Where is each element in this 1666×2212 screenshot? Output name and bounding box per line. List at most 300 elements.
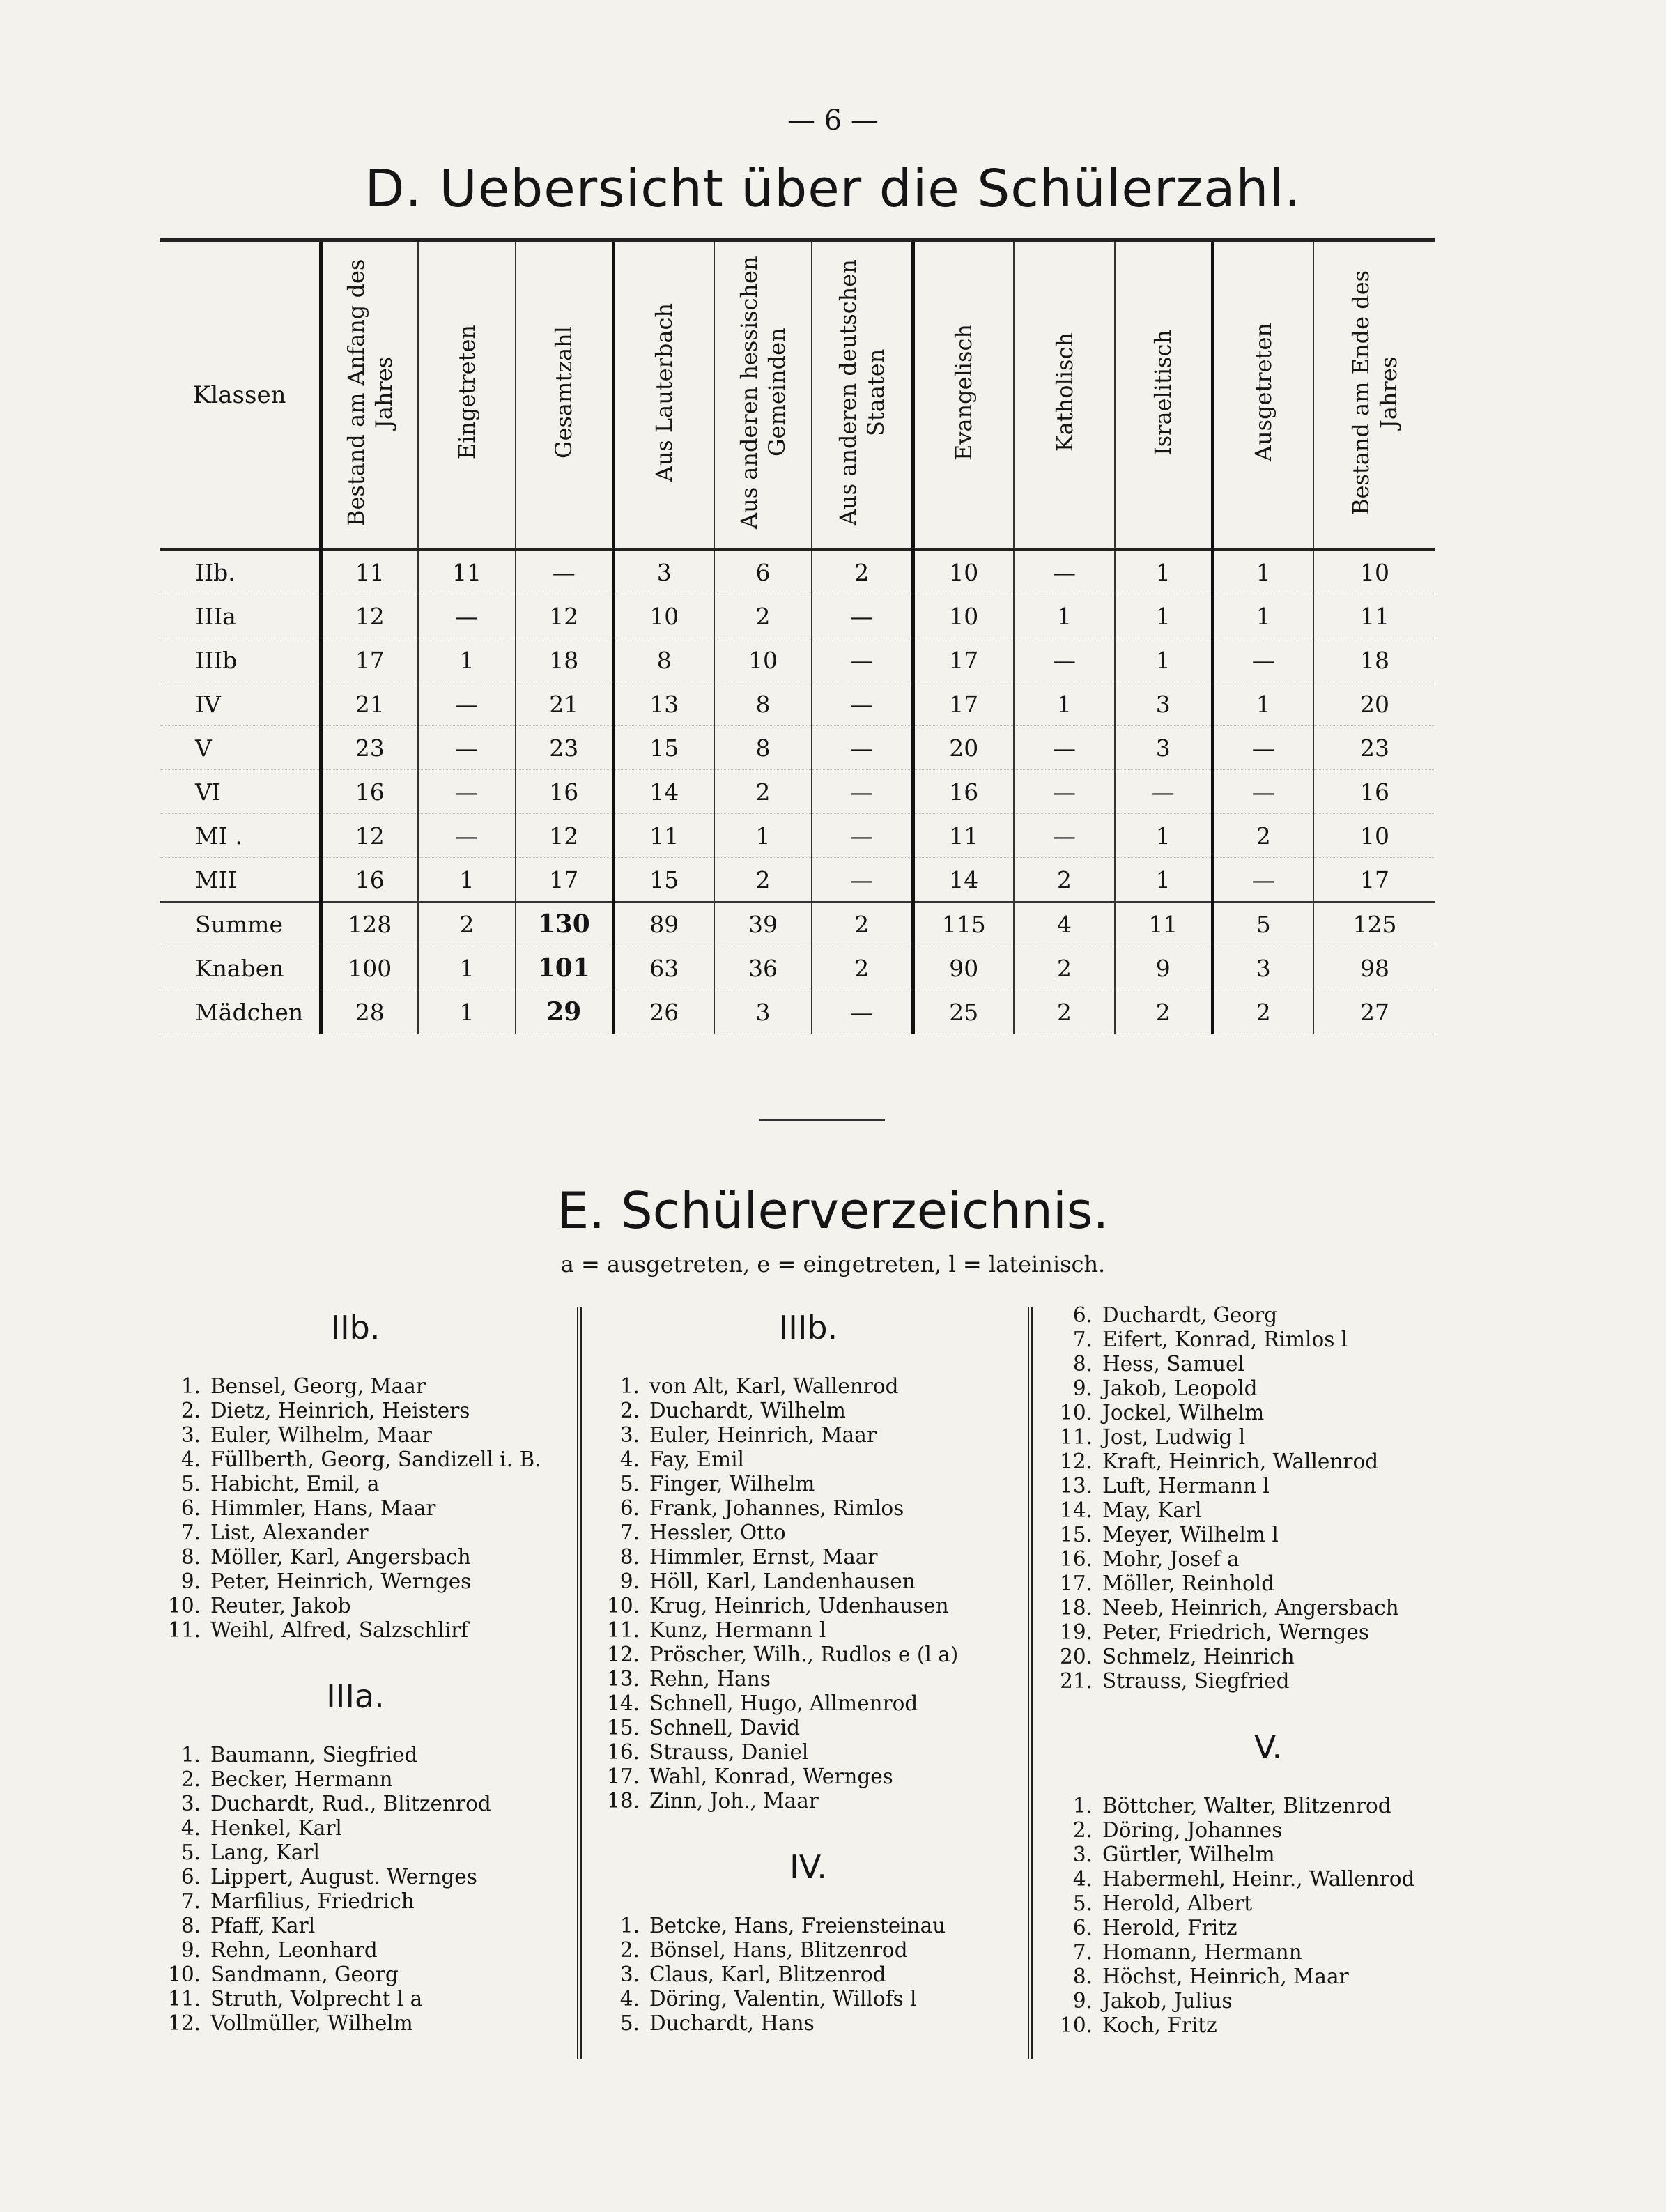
student-entry (1052, 1303, 1484, 1328)
table-row (160, 770, 1435, 814)
class-label-cell: IIIa (160, 594, 321, 638)
entry-number: 8. (619, 1545, 640, 1569)
student-name: Möller, Karl, Angersbach (210, 1545, 471, 1569)
student-entry (160, 1792, 550, 1816)
table-cell: 29 (516, 990, 613, 1034)
entry-number: 12. (1060, 1450, 1093, 1473)
student-name: Henkel, Karl (210, 1816, 342, 1840)
entry-number: 2. (619, 1399, 640, 1422)
student-list (160, 1374, 550, 1643)
table-row (160, 946, 1435, 990)
table-cell: 8 (613, 638, 714, 682)
student-entry (1052, 1401, 1484, 1425)
entry-number: 3. (619, 1423, 640, 1447)
student-entry (160, 1374, 550, 1399)
table-cell: 1 (1212, 682, 1313, 726)
student-entry (160, 1423, 550, 1447)
table-cell: 10 (1313, 550, 1435, 594)
student-name: Jakob, Julius (1102, 1989, 1233, 2013)
table-cell: 21 (321, 682, 418, 726)
student-entry (599, 1618, 1017, 1643)
entry-number: 10. (168, 1963, 201, 1986)
entry-number: 20. (1060, 1645, 1093, 1668)
student-name: Wahl, Konrad, Wernges (649, 1765, 893, 1788)
student-name: Struth, Volprecht l a (210, 1987, 423, 2011)
entry-number: 15. (607, 1716, 640, 1739)
student-entry (160, 1889, 550, 1914)
table-cell: 101 (516, 946, 613, 990)
entry-number: 4. (619, 1447, 640, 1471)
student-entry (160, 1447, 550, 1472)
student-entry (160, 1963, 550, 1987)
student-entry (1052, 1989, 1484, 2013)
table-cell: 23 (516, 726, 613, 770)
student-list (1052, 1794, 1484, 2038)
entry-number: 11. (168, 1987, 201, 2011)
table-cell: — (812, 726, 913, 770)
student-name: Finger, Wilhelm (649, 1472, 815, 1496)
student-entry (1052, 1818, 1484, 1843)
class-heading: IIIa. (326, 1677, 385, 1715)
table-cell: 6 (714, 550, 812, 594)
column-separator (577, 1307, 582, 2059)
student-name: Betcke, Hans, Freiensteinau (649, 1914, 946, 1937)
table-row (160, 638, 1435, 682)
entry-number: 13. (607, 1667, 640, 1691)
header-katholisch: Katholisch (1014, 240, 1115, 550)
entry-number: 7. (180, 1889, 201, 1913)
entry-number: 4. (180, 1816, 201, 1840)
table-cell: 1 (1115, 814, 1212, 858)
table-cell: 27 (1313, 990, 1435, 1034)
student-name: Schnell, David (649, 1716, 801, 1739)
table-cell: — (1115, 770, 1212, 814)
table-cell: — (418, 726, 516, 770)
entry-number: 1. (619, 1914, 640, 1937)
entry-number: 11. (168, 1618, 201, 1642)
table-cell: 115 (913, 902, 1014, 946)
entry-number: 5. (1072, 1891, 1093, 1915)
entry-number: 1. (619, 1374, 640, 1398)
entry-number: 6. (1072, 1303, 1093, 1327)
table-cell: 39 (714, 902, 812, 946)
table-cell: — (1014, 814, 1115, 858)
student-name: Weihl, Alfred, Salzschlirf (210, 1618, 469, 1642)
student-list (599, 1914, 1017, 2036)
table-cell: — (1014, 550, 1115, 594)
student-entry (160, 1521, 550, 1545)
entry-number: 1. (1072, 1794, 1093, 1818)
entry-number: 15. (1060, 1523, 1093, 1546)
table-cell: — (516, 550, 613, 594)
table-header-row (160, 240, 1435, 550)
entry-number: 7. (1072, 1328, 1093, 1351)
table-cell: — (418, 770, 516, 814)
entry-number: 6. (1072, 1916, 1093, 1940)
table-cell: 2 (714, 594, 812, 638)
student-entry (1052, 1669, 1484, 1693)
student-entry (160, 1545, 550, 1569)
entry-number: 9. (619, 1569, 640, 1593)
entry-number: 6. (180, 1865, 201, 1889)
class-heading: IV. (789, 1848, 827, 1886)
table-cell: 23 (1313, 726, 1435, 770)
table-cell: 17 (913, 638, 1014, 682)
student-entry (1052, 2013, 1484, 2038)
table-cell: 3 (613, 550, 714, 594)
table-cell: 13 (613, 682, 714, 726)
student-name: Claus, Karl, Blitzenrod (649, 1963, 886, 1986)
student-name: Krug, Heinrich, Udenhausen (649, 1594, 949, 1618)
student-entry (599, 1691, 1017, 1716)
entry-number: 5. (180, 1841, 201, 1864)
entry-number: 6. (619, 1496, 640, 1520)
student-entry (160, 1496, 550, 1521)
student-entry (1052, 1474, 1484, 1498)
student-name: Sandmann, Georg (210, 1963, 399, 1986)
student-name: Reuter, Jakob (210, 1594, 351, 1618)
student-entry (599, 1938, 1017, 1963)
table-cell: 3 (714, 990, 812, 1034)
table-cell: 11 (1313, 594, 1435, 638)
table-cell: 1 (714, 814, 812, 858)
column-separator (1028, 1307, 1033, 2059)
entry-number: 9. (180, 1569, 201, 1593)
table-cell: 1 (1115, 594, 1212, 638)
table-body (160, 550, 1435, 1034)
table-cell: 63 (613, 946, 714, 990)
entry-number: 2. (619, 1938, 640, 1962)
table-cell: 1 (418, 990, 516, 1034)
table-cell: 98 (1313, 946, 1435, 990)
student-entry (160, 1472, 550, 1496)
student-entry (599, 1716, 1017, 1740)
class-heading: IIb. (330, 1309, 380, 1346)
table-cell: 89 (613, 902, 714, 946)
student-entry (1052, 1523, 1484, 1547)
table-cell: 18 (1313, 638, 1435, 682)
table-cell: 2 (812, 902, 913, 946)
table-cell: 1 (1212, 550, 1313, 594)
header-bestand-anfang: Bestand am Anfang des Jahres (321, 240, 418, 550)
student-entry (160, 1399, 550, 1423)
table-cell: — (418, 682, 516, 726)
student-entry (599, 1765, 1017, 1789)
student-list (1052, 1303, 1484, 1693)
entry-number: 13. (1060, 1474, 1093, 1498)
table-cell: 11 (418, 550, 516, 594)
student-entry (160, 1569, 550, 1594)
table-cell: 2 (1014, 858, 1115, 903)
student-entry (1052, 1352, 1484, 1376)
table-cell: 15 (613, 858, 714, 903)
table-cell: 20 (1313, 682, 1435, 726)
student-name: Vollmüller, Wilhelm (210, 2011, 413, 2035)
table-cell: 2 (714, 770, 812, 814)
table-cell: 1 (418, 638, 516, 682)
table-cell: 2 (1014, 946, 1115, 990)
student-name: Euler, Heinrich, Maar (649, 1423, 877, 1447)
table-cell: 3 (1115, 726, 1212, 770)
student-entry (599, 1423, 1017, 1447)
table-row (160, 814, 1435, 858)
student-name: Döring, Johannes (1102, 1818, 1283, 1842)
student-entry (1052, 1867, 1484, 1891)
table-cell: 1 (1212, 594, 1313, 638)
student-entry (599, 2011, 1017, 2036)
table-cell: 8 (714, 726, 812, 770)
entry-number: 2. (1072, 1818, 1093, 1842)
student-entry (599, 1594, 1017, 1618)
table-cell: 20 (913, 726, 1014, 770)
student-count-table (160, 238, 1435, 1034)
student-name: May, Karl (1102, 1498, 1202, 1522)
entry-number: 7. (180, 1521, 201, 1544)
table-cell: 8 (714, 682, 812, 726)
table-cell: 10 (913, 550, 1014, 594)
table-cell: 28 (321, 990, 418, 1034)
student-entry (1052, 1596, 1484, 1620)
table-cell: 125 (1313, 902, 1435, 946)
table-cell: 4 (1014, 902, 1115, 946)
student-entry (1052, 1843, 1484, 1867)
class-label-cell: V (160, 726, 321, 770)
student-entry (599, 1643, 1017, 1667)
header-klassen: Klassen (160, 240, 321, 550)
table-cell: 2 (1014, 990, 1115, 1034)
class-label-cell: VI (160, 770, 321, 814)
section-e-title: E. Schülerverzeichnis. (557, 1181, 1109, 1240)
table-cell: 12 (516, 814, 613, 858)
table-row (160, 858, 1435, 903)
student-name: Eifert, Konrad, Rimlos l (1102, 1328, 1348, 1351)
student-name: Pfaff, Karl (210, 1914, 316, 1937)
student-name: Mohr, Josef a (1102, 1547, 1240, 1571)
table-cell: 2 (1212, 814, 1313, 858)
student-name: Rehn, Leonhard (210, 1938, 378, 1962)
entry-number: 10. (607, 1594, 640, 1618)
student-name: Meyer, Wilhelm l (1102, 1523, 1279, 1546)
table-cell: 2 (1115, 990, 1212, 1034)
header-israelitisch: Israelitisch (1115, 240, 1212, 550)
table-cell: — (1212, 638, 1313, 682)
header-aus-hessischen-gemeinden: Aus anderen hessischen Gemeinden (714, 240, 812, 550)
student-name: Duchardt, Georg (1102, 1303, 1278, 1327)
table-cell: 128 (321, 902, 418, 946)
student-name: Herold, Albert (1102, 1891, 1253, 1915)
entry-number: 7. (619, 1521, 640, 1544)
student-entry (160, 2011, 550, 2036)
table-cell: 11 (321, 550, 418, 594)
entry-number: 17. (607, 1765, 640, 1788)
entry-number: 8. (1072, 1352, 1093, 1376)
student-entry (599, 1789, 1017, 1813)
table-cell: 12 (321, 594, 418, 638)
table-cell: 1 (1014, 682, 1115, 726)
student-name: Höll, Karl, Landenhausen (649, 1569, 916, 1593)
student-entry (599, 1472, 1017, 1496)
table-row (160, 594, 1435, 638)
table-row (160, 726, 1435, 770)
table-cell: 1 (418, 946, 516, 990)
student-list-column-1 (160, 1303, 550, 2063)
student-name: Habermehl, Heinr., Wallenrod (1102, 1867, 1415, 1891)
table-cell: — (812, 814, 913, 858)
entry-number: 11. (607, 1618, 640, 1642)
entry-number: 1. (180, 1374, 201, 1398)
student-entry (160, 1914, 550, 1938)
table-cell: — (1014, 726, 1115, 770)
table-cell: 130 (516, 902, 613, 946)
student-name: Kunz, Hermann l (649, 1618, 826, 1642)
table-cell: 11 (913, 814, 1014, 858)
student-list-column-3 (1052, 1303, 1484, 2063)
table-cell: 1 (1014, 594, 1115, 638)
student-name: Homann, Hermann (1102, 1940, 1302, 1964)
entry-number: 1. (180, 1743, 201, 1767)
student-name: Himmler, Hans, Maar (210, 1496, 436, 1520)
student-name: Schmelz, Heinrich (1102, 1645, 1295, 1668)
student-entry (160, 1594, 550, 1618)
table-cell: 2 (418, 902, 516, 946)
table-cell: 1 (418, 858, 516, 903)
table-cell: — (812, 682, 913, 726)
entry-number: 8. (180, 1545, 201, 1569)
student-name: Herold, Fritz (1102, 1916, 1237, 1940)
entry-number: 18. (1060, 1596, 1093, 1620)
entry-number: 16. (607, 1740, 640, 1764)
student-name: Böttcher, Walter, Blitzenrod (1102, 1794, 1391, 1818)
entry-number: 3. (1072, 1843, 1093, 1866)
entry-number: 12. (168, 2011, 201, 2035)
entry-number: 3. (180, 1792, 201, 1815)
student-name: Höchst, Heinrich, Maar (1102, 1965, 1349, 1988)
header-aus-deutschen-staaten: Aus anderen deutschen Staaten (812, 240, 913, 550)
student-name: Möller, Reinhold (1102, 1572, 1275, 1595)
table-cell: — (812, 990, 913, 1034)
student-entry (599, 1667, 1017, 1691)
class-label-cell: Mädchen (160, 990, 321, 1034)
entry-number: 10. (1060, 1401, 1093, 1424)
table-cell: 17 (516, 858, 613, 903)
student-name: Döring, Valentin, Willofs l (649, 1987, 917, 2011)
student-entry (599, 1447, 1017, 1472)
table-cell: — (1014, 638, 1115, 682)
student-entry (160, 1841, 550, 1865)
table-cell: 11 (1115, 902, 1212, 946)
table-cell: — (1014, 770, 1115, 814)
table-cell: 2 (714, 858, 812, 903)
student-entry (1052, 1450, 1484, 1474)
entry-number: 19. (1060, 1620, 1093, 1644)
entry-number: 18. (607, 1789, 640, 1813)
table-cell: 16 (1313, 770, 1435, 814)
student-entry (1052, 1940, 1484, 1965)
student-name: Peter, Heinrich, Wernges (210, 1569, 472, 1593)
table-cell: — (812, 594, 913, 638)
student-name: List, Alexander (210, 1521, 369, 1544)
table-cell: — (812, 858, 913, 903)
table-cell: 16 (321, 858, 418, 903)
table-cell: 16 (516, 770, 613, 814)
table-cell: 17 (913, 682, 1014, 726)
section-d-title: D. Uebersicht über die Schülerzahl. (364, 159, 1302, 219)
table-row (160, 682, 1435, 726)
table-cell: — (1212, 770, 1313, 814)
entry-number: 5. (619, 1472, 640, 1496)
class-heading: V. (1254, 1728, 1283, 1766)
student-name: Lippert, August. Wernges (210, 1865, 477, 1889)
table-cell: 1 (1115, 858, 1212, 903)
table-cell: — (812, 638, 913, 682)
entry-number: 4. (180, 1447, 201, 1471)
table-cell: — (1212, 726, 1313, 770)
student-entry (1052, 1645, 1484, 1669)
student-entry (1052, 1620, 1484, 1645)
table-cell: 3 (1212, 946, 1313, 990)
student-name: Strauss, Siegfried (1102, 1669, 1290, 1693)
student-entry (160, 1816, 550, 1841)
entry-number: 3. (180, 1423, 201, 1447)
student-name: Jakob, Leopold (1102, 1376, 1258, 1400)
student-name: Gürtler, Wilhelm (1102, 1843, 1275, 1866)
student-name: Rehn, Hans (649, 1667, 771, 1691)
table-cell: 10 (714, 638, 812, 682)
table-cell: 1 (1115, 638, 1212, 682)
entry-number: 5. (180, 1472, 201, 1496)
student-name: Duchardt, Wilhelm (649, 1399, 846, 1422)
table-cell: 18 (516, 638, 613, 682)
student-list (599, 1374, 1017, 1813)
header-ausgetreten: Ausgetreten (1212, 240, 1313, 550)
student-entry (1052, 1891, 1484, 1916)
entry-number: 4. (1072, 1867, 1093, 1891)
student-entry (599, 1496, 1017, 1521)
student-entry (599, 1963, 1017, 1987)
student-name: Hessler, Otto (649, 1521, 786, 1544)
entry-number: 2. (180, 1399, 201, 1422)
entry-number: 8. (1072, 1965, 1093, 1988)
header-aus-lauterbach: Aus Lauterbach (613, 240, 714, 550)
student-entry (599, 1545, 1017, 1569)
student-name: Neeb, Heinrich, Angersbach (1102, 1596, 1399, 1620)
table-cell: 2 (812, 550, 913, 594)
table-row (160, 902, 1435, 946)
student-entry (160, 1743, 550, 1767)
class-label-cell: IIIb (160, 638, 321, 682)
student-name: Habicht, Emil, a (210, 1472, 380, 1496)
student-name: Bensel, Georg, Maar (210, 1374, 426, 1398)
student-name: Baumann, Siegfried (210, 1743, 418, 1767)
entry-number: 9. (1072, 1989, 1093, 2013)
table-cell: — (1212, 858, 1313, 903)
student-entry (1052, 1965, 1484, 1989)
student-name: Marfilius, Friedrich (210, 1889, 415, 1913)
student-entry (599, 1399, 1017, 1423)
student-name: Hess, Samuel (1102, 1352, 1244, 1376)
student-entry (1052, 1498, 1484, 1523)
entry-number: 9. (1072, 1376, 1093, 1400)
entry-number: 9. (180, 1938, 201, 1962)
entry-number: 4. (619, 1987, 640, 2011)
entry-number: 21. (1060, 1669, 1093, 1693)
student-entry (599, 1374, 1017, 1399)
student-name: Schnell, Hugo, Allmenrod (649, 1691, 918, 1715)
table-cell: 10 (613, 594, 714, 638)
entry-number: 3. (619, 1963, 640, 1986)
table-cell: 17 (1313, 858, 1435, 903)
student-entry (599, 1740, 1017, 1765)
